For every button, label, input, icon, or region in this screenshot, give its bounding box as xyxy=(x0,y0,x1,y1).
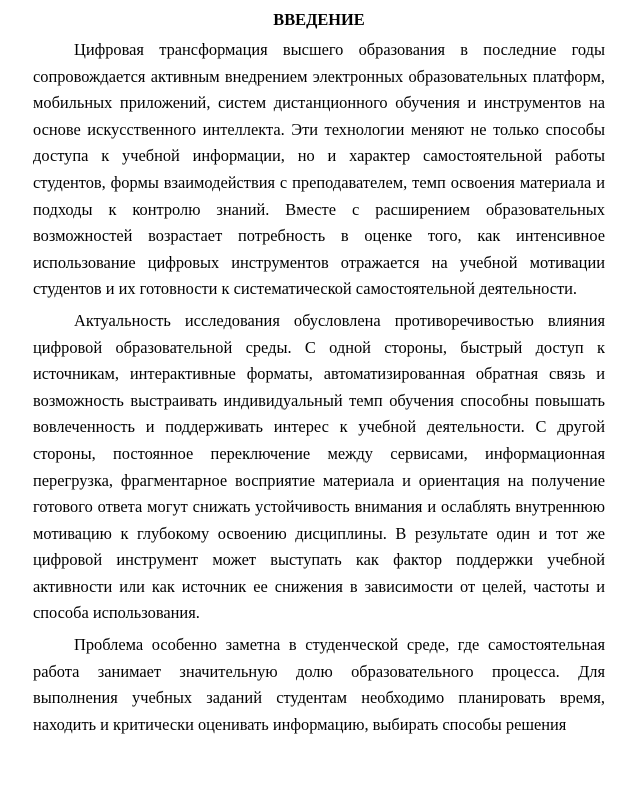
section-title: ВВЕДЕНИЕ xyxy=(273,10,365,29)
paragraph-relevance: Актуальность исследования обусловлена противоречивостью влияния цифровой образовательной среды. С одной стороны, быстрый доступ к источникам, интерактивные форматы, автоматизированная обратная связь и возможность выстраивать индивидуальный темп обучения способны повышать вовлеченность и поддерживать интерес к учебной деятельности. С другой стороны, постоянное переключение между сервисами, информационная перегрузка, фрагментарное восприятие материала и ориентация на получение готового ответа могут снижать устойчивость внимания и ослаблять внутреннюю мотивацию к глубокому освоению дисциплины. В результате один и тот же цифровой инструмент может выступать как фактор поддержки учебной активности или как источник ее снижения в зависимости от целей, частоты и способа использования. xyxy=(33,310,605,623)
paragraph-problem: Проблема особенно заметна в студенческой среде, где самостоятельная работа занимает значительную долю образовательного процесса. Для выполнения учебных заданий студентам необходимо планировать время, находить и критически оценивать информацию, выбирать способы решения xyxy=(33,635,605,734)
paragraph-introduction: Цифровая трансформация высшего образования в последние годы сопровождается активным внедрением электронных образовательных платформ, мобильных приложений, систем дистанционного обучения и инструментов на основе искусственного интеллекта. Эти технологии меняют не только способы доступа к учебной информации, но и характер самостоятельной работы студентов, формы взаимодействия с преподавателем, темп освоения материала и подходы к контролю знаний. Вместе с расширением образовательных возможностей возрастает потребность в оценке того, как интенсивное использование цифровых инструментов отражается на учебной мотивации студентов и их готовности к систематической самостоятельной деятельности. xyxy=(33,40,605,299)
